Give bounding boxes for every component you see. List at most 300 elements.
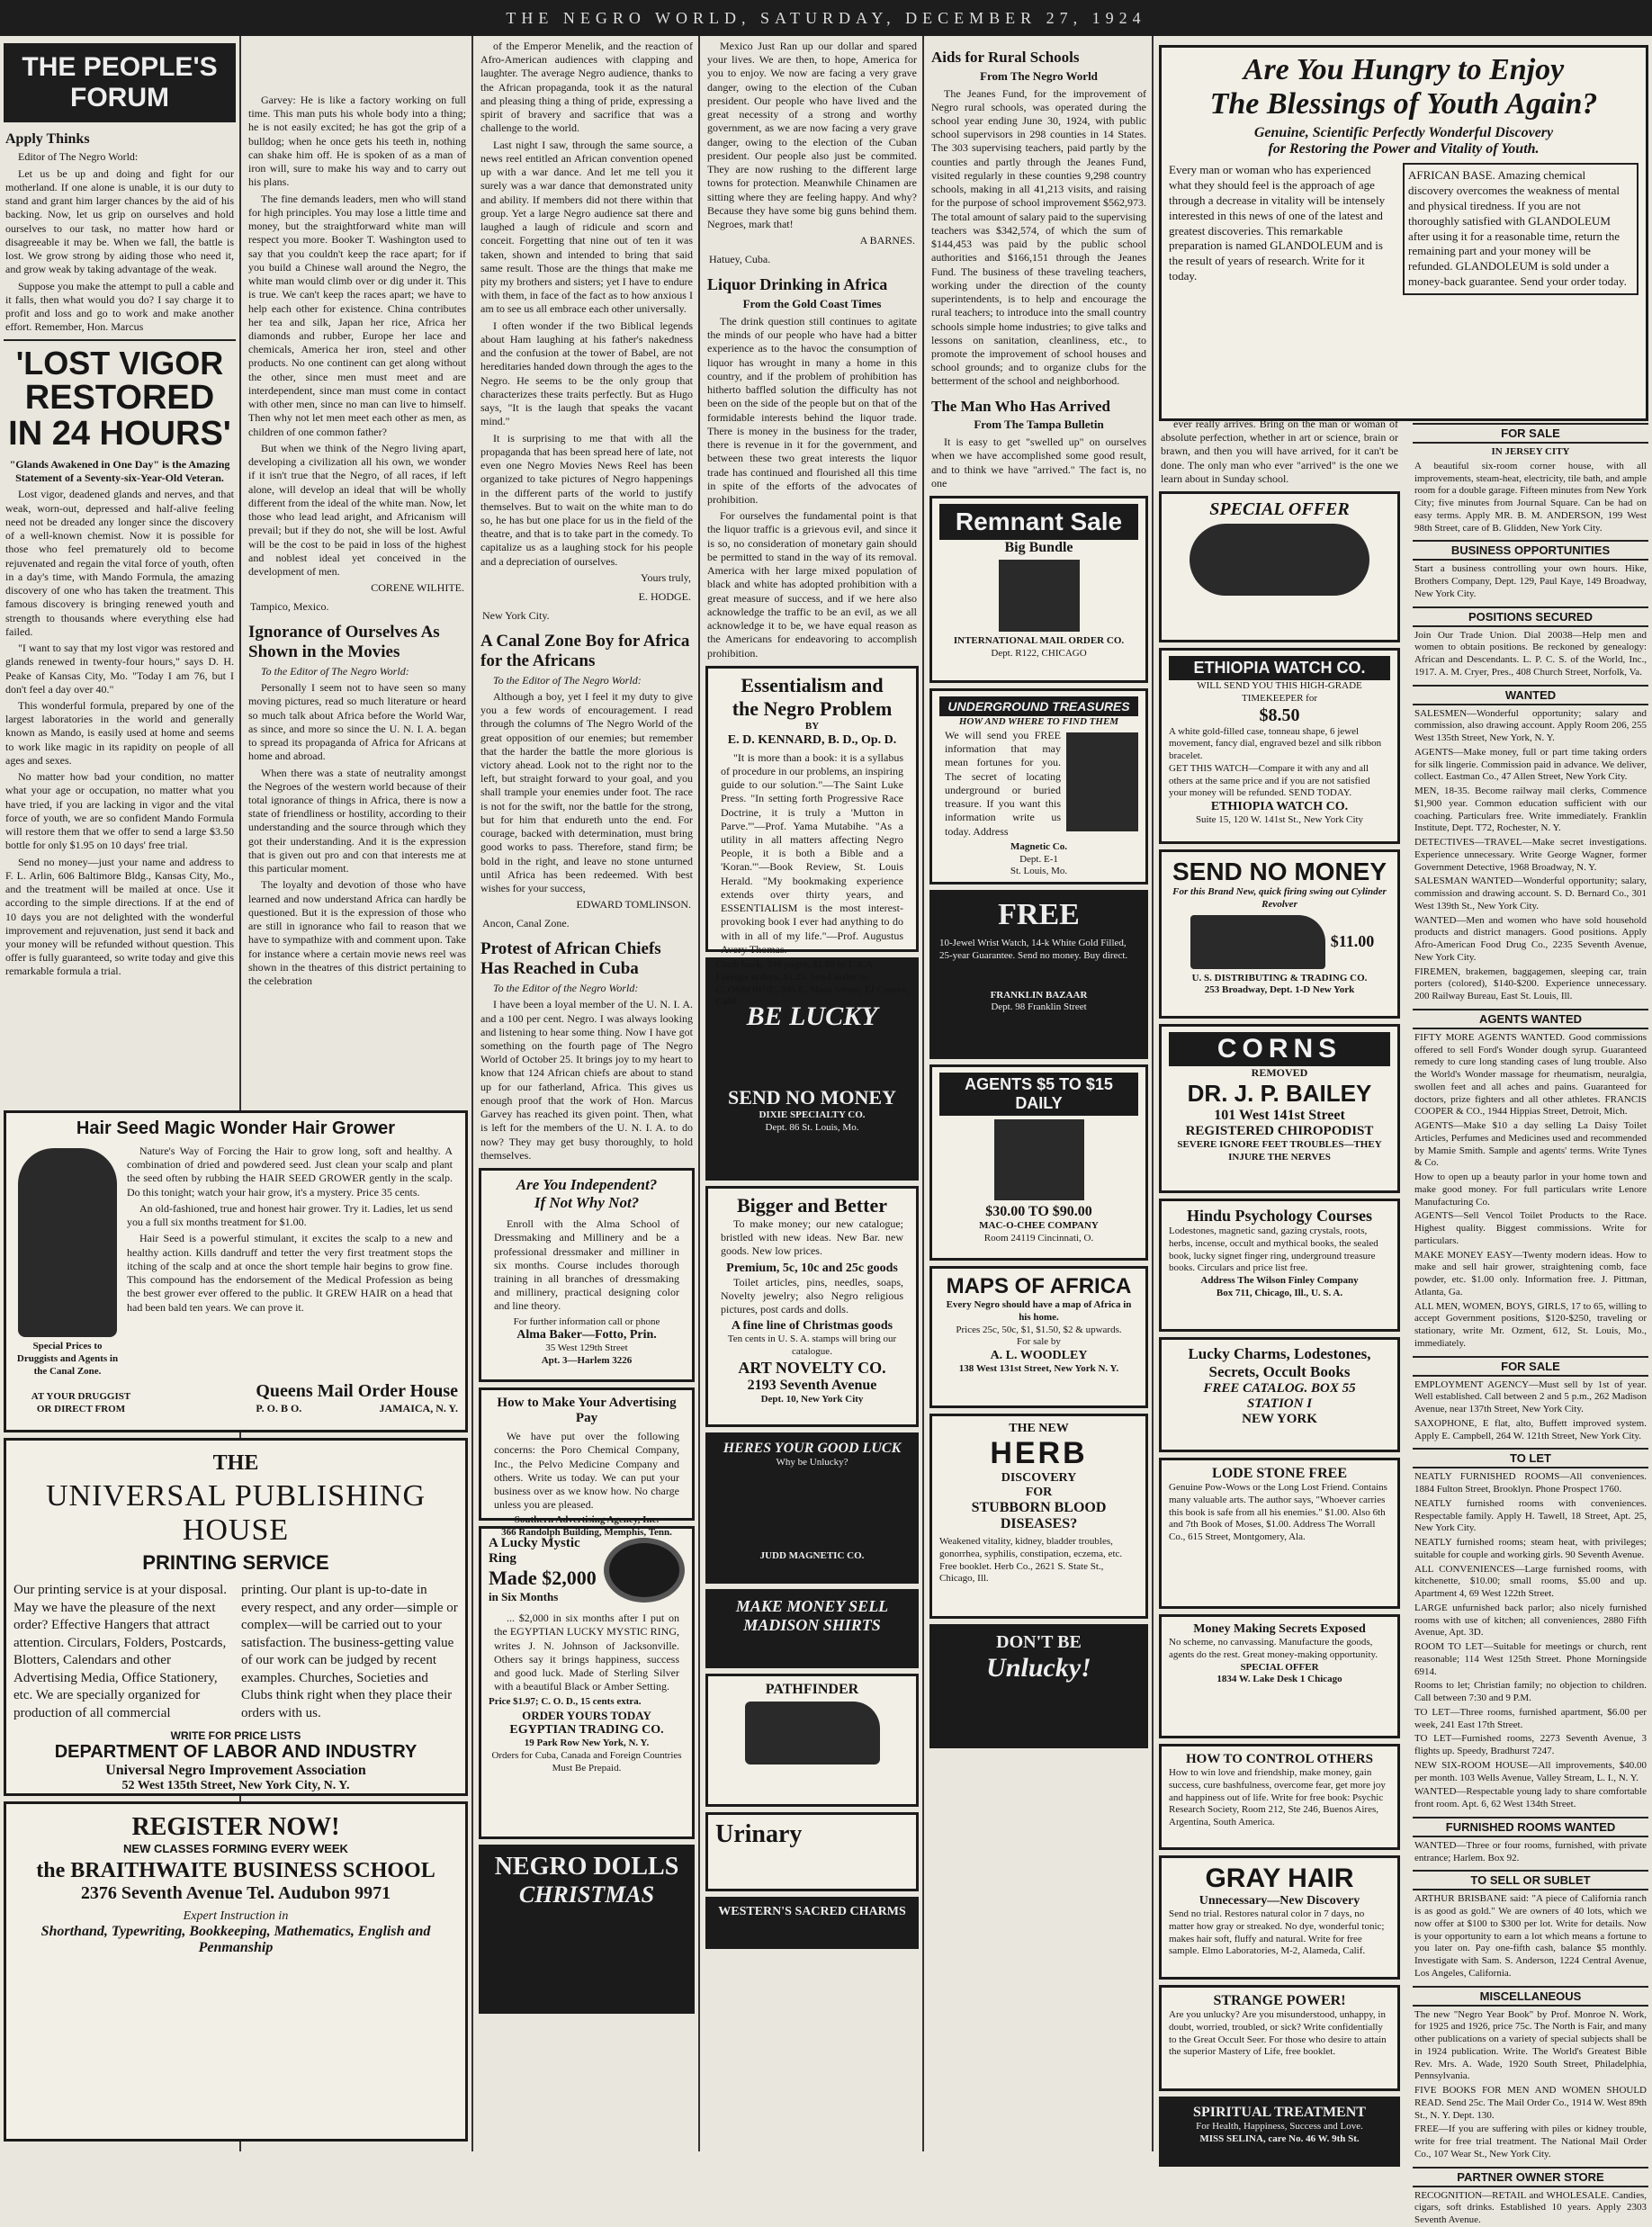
- ad-gray-hair: [1159, 1855, 1400, 1980]
- ad-title: Lucky Charms, Lodestones,: [1188, 1345, 1371, 1363]
- letter-paragraph: Although a boy, yet I feel it my duty to give you a few words of encouragement. I read through the columns of The Negro World of the great opposition of our enemies; but remember that the harder the battle the more glorious is victory ahead. Look not to the right nor to the left, but straight forward to your goal, and you shall trample your enemies under foot. The race is not for the swift, nor the battle for the strong, but for him that endureth unto the end. For courage, backed with determination, must bring good works to pass. Therefore, stand firm; be bold in the right, and leave no stone unturned until Africa has been redeemed. With best wishes for your success,: [480, 689, 693, 895]
- ad-sacred-charms: [705, 1897, 919, 1949]
- ad-company: EGYPTIAN TRADING CO.: [509, 1723, 664, 1738]
- ad-corns: [1159, 1024, 1400, 1193]
- woman-long-hair-image: [18, 1148, 117, 1337]
- ad-company: ETHIOPIA WATCH CO.: [1210, 800, 1349, 814]
- ad-hindu: [1159, 1199, 1400, 1332]
- ad-title: Money Making Secrets Exposed: [1193, 1622, 1366, 1637]
- ad-address: Room 24119 Cincinnati, O.: [983, 1232, 1094, 1244]
- column-rule: [471, 36, 473, 2151]
- ad-title: Essentialism and: [741, 673, 884, 696]
- column-5: [926, 40, 1152, 2151]
- ad-the: THE NEW: [1009, 1422, 1069, 1436]
- ad-subtitle: For Health, Happiness, Success and Love.: [1196, 2121, 1363, 2133]
- page-header: THE NEGRO WORLD, SATURDAY, DECEMBER 27, 1924: [0, 0, 1652, 36]
- ad-address: 101 West 141st Street: [1214, 1108, 1345, 1124]
- classified-ad: FIVE BOOKS FOR MEN AND WOMEN SHOULD READ. Send 25c. The Mail Order Co., 1914 W. West 89th St., N. Y. Dept. 130.: [1414, 2085, 1647, 2121]
- column-2: [243, 40, 471, 1101]
- classified-ad: FIREMEN, brakemen, baggagemen, sleeping car, train porters (colored), $140-$200. Experience unnecessary. 200 Railway Bureau, East St. Louis, Ill.: [1414, 965, 1647, 1001]
- ad-title: AGENTS $5 TO $15 DAILY: [939, 1073, 1138, 1116]
- ad-quotes: "It is more than a book: it is a syllabus of procedure in our problems, an inspiring guide to our solution."—The Saint Luke Press. "In setting forth Progressive Race Doctrine, it is truly a 'Mutton in Parve.'"—Prof. Yama Mutabihe. "As a utility in all matters affecting Negro People, it is both a Bible and a 'Koran.'"—Book Review, St. Louis Herald. "My bookmaking experience extends over thirty years, and ESSENTIALISM is the most interest-provoking book I ever had anything to do with in all of my life."—Prof. Augustus Avery Thomas.: [721, 750, 903, 956]
- ad-title: the Negro Problem: [732, 696, 893, 720]
- ad-paragraph: How to win love and friendship, make money, gain success, cure bashfulness, overcome fear, get more joy and happiness out of life. Write for free book: Psychic Research Society, Room 212, Ste 246, Buenos Aires, Argentina, South America.: [1169, 1767, 1386, 1828]
- ad-dept: DEPARTMENT OF LABOR AND INDUSTRY: [54, 1742, 417, 1762]
- ad-title: HERES YOUR GOOD LUCK: [723, 1440, 902, 1456]
- ad-independent: [479, 1168, 695, 1382]
- ad-name: Alma Baker—Fotto, Prin.: [516, 1328, 657, 1342]
- ad-title: How to Make Your Advertising Pay: [497, 1396, 677, 1426]
- column-1: [0, 40, 239, 1101]
- column-rule: [698, 36, 700, 2151]
- classified-ad: LARGE unfurnished back parlor; also nicely furnished rooms with use of kitchen; all conveniences, 2880 Fifth Avenue, Apt. 3D.: [1414, 1602, 1647, 1639]
- ad-paragraph: Our printing service is at your disposal. May we have the pleasure of the next order? Effective Hangers that attract attention. Circulars, Folders, Postcards, Blotters, Calendars and other Advertising Media, Office Stationery, etc. We are specially organized for production of all commercial: [13, 1583, 228, 1720]
- ad-price: $8.50: [1259, 705, 1300, 725]
- classified-ad: SALESMAN WANTED—Wonderful opportunity; salary, commission and drawing account. S. D. Bernard Co., 301 West 139th St., New York City.: [1414, 876, 1647, 911]
- column-4: [702, 40, 922, 2151]
- column-6-7-top: [1155, 40, 1652, 418]
- classified-ad: WANTED—Three or four rooms, furnished, with private entrance; Harlem. Box 92.: [1414, 1839, 1647, 1863]
- ad-company: FRANKLIN BAZAAR: [990, 989, 1088, 1001]
- article-paragraph: ever really arrives. Bring on the man or woman of absolute perfection, whether in art or science, brain or brawn, and then you will have arrived, for it can't be done. The only man who ever "arrived" is the one we learn about in Sunday school.: [1161, 418, 1398, 485]
- classified-ad: NEW SIX-ROOM HOUSE—All improvements, $40.00 per month. 103 Wells Avenue, Valley Stream, L. I., N. Y.: [1414, 1759, 1647, 1783]
- column-7-classifieds: [1409, 418, 1652, 2225]
- fabric-bundle-image: [999, 560, 1080, 632]
- ad-paragraph: Send no money—just your name and address to F. L. Arlin, 606 Baltimore Bldg., Kansas City, Mo., and the treatment will be mailed at once. Use it according to the simple directions. If at the end of 10 days you are not delighted with the wonderful improvement and rejuvenation, just send it back and your money will be refunded without question. This offer is fully guaranteed, so write today and give this remarkable formula a trial.: [5, 855, 234, 978]
- ad-note: Orders for Cuba, Canada and Foreign Countries Must Be Prepaid.: [491, 1749, 682, 1774]
- letter-salute: To the Editor of the Negro World:: [493, 982, 639, 995]
- ad-paragraph: No scheme, no canvassing. Manufacture the goods, agents do the rest. Great money-making opportunity.: [1169, 1637, 1378, 1660]
- ad-agents: [929, 1064, 1148, 1261]
- ad-address: 52 West 135th Street, New York City, N. Y.: [121, 1779, 350, 1792]
- ad-paragraph: Genuine Pow-Wows or the Long Lost Friend. Contains many valuable arts. The author says, "Whoever carries this book is safe from all his enemies." $1.00. Also 6th and 7th Book of Moses, $1.00. Address The Worrall Co., 615 Street, Montgomery, Ala.: [1169, 1482, 1387, 1543]
- letter-signature: CORENE WILHITE.: [371, 581, 464, 595]
- classified-ad: A beautiful six-room corner house, with all improvements, steam-heat, electricity, tile bath, and ample room for a double garage. Fifteen minutes from New York City; five minutes from Journal Square. Can be had on easy terms. Apply MR. B. M. ANDERSON, 199 West 98th Street, care of B. Glidden, New York City.: [1414, 460, 1647, 534]
- ad-headline: 'LOST VIGOR: [15, 345, 224, 382]
- article-paragraph: The drink question still continues to agitate the minds of our people who have had a bitter experience as to the havoc the consumption of liquor has wrought in many a home in this country, and if the problem of prohibition has hitherto baffled solution the difficulty has not been on the side of the people but on that of the formidable interests behind the liquor trade. There is money in the business for the trader, there is revenue in it for the government, and between these two great interests the liquor trade has continued and flourished all this time in spite of the efforts of the advocates of prohibition.: [707, 314, 917, 507]
- ad-essentialism: [705, 666, 919, 1008]
- classified-ad: How to open up a beauty parlor in your home town and make good money. For full particulars write Lenore Manufacturing Co.: [1414, 1172, 1647, 1208]
- letter-paragraph: Personally I seem not to have seen so many moving pictures, read so much literature or heard so much talk about Africa before the World War, as since, and more so since the U. N. I. A. began to spread its propaganda of Africa for Africans at home and abroad.: [248, 681, 466, 763]
- ad-company: ART NOVELTY CO.: [738, 1358, 886, 1377]
- letter-paragraph: When there was a state of neutrality amongst the Negroes of the western world because of their total ignorance of things in Africa, there is now a state of friendliness or hostility, according to their understanding and the source through which they got their understanding. And it is the expression that is given out pro and con that interests me at this particular moment.: [248, 766, 466, 876]
- ad-note: SEVERE IGNORE FEET TROUBLES—THEY INJURE THE NERVES: [1177, 1139, 1382, 1163]
- ad-text: Ten cents in U. S. A. stamps will bring our catalogue.: [727, 1334, 897, 1357]
- ad-urinary: [705, 1812, 919, 1891]
- classified-ad: NEATLY furnished rooms with conveniences. Respectable family. Apply H. Tawell, 18 Street, Apt. 25, New York City.: [1414, 1497, 1647, 1534]
- classified-ad: WANTED—Respectable young lady to share comfortable front room. Apt. 6, 62 West 134th Street.: [1414, 1786, 1647, 1809]
- ad-paragraph: We have put over the following concerns: the Poro Chemical Company, Inc., the Pelvo Medicine Company and others. Write us today. We can put your business over as we know how. No charge unless you are pleased.: [494, 1430, 679, 1512]
- classified-ad: FREE—If you are suffering with piles or kidney trouble, write for free trial treatment. The National Mail Order Co., 107 Wear St., New York City.: [1414, 2124, 1647, 2160]
- letter-place: Hatuey, Cuba.: [709, 253, 771, 266]
- letter-paragraph: The fine demands leaders, men who will stand for high principles. You may lose a little time and money, but the straightforward white man will respect you more. Booker T. Washington used to say that you couldn't keep the race apart; for if you build a Chinese wall around the Negro, the white man would climb over or dig under it. This is true. We can't keep the races apart; we have to help each other for existence. China contributes her tea and silk, Japan her rice, Africa her diamonds and rubber, Europe her lace and chemicals, America her iron, steel and other products. No one continent can get along without the other, since men must meet and are interdependent, since man must come in contact with other men, since no man can live to himself. Then why not let men meet each other as men, as children of one common father?: [248, 192, 466, 438]
- letter-paragraph: Last night I saw, through the same source, a news reel entitled an African convention opened up with a war dance. And let me tell you it surely was a war dance that demonstrated unity and ability. If members did not there within that group. Yet a large Negro audience sat there and laughed a laugh of ridicule and scorn and conceit. Forgetting that nine out of ten it was taken, shown and intended to bring that said same result. Those are the things that make me pity my brothers and sisters; yet I have to endure with them, in face of the fact as to how anxious I am to see us all embrace each other universally.: [480, 138, 693, 316]
- ad-paragraph: printing. Our plant is up-to-date in every respect, and any order—simple or complex—will be carried out to your satisfaction. The business-getting value of our work can be judged by recent examples. Churches, Societies and Clubs think right when they place their orders with us.: [241, 1583, 458, 1720]
- ad-title: If Not Why Not?: [534, 1194, 640, 1212]
- ad-subtitle: REMOVED: [1251, 1066, 1308, 1080]
- classified-ad: ARTHUR BRISBANE said: "A piece of California ranch is as good as gold." We are owners of 40 lots, which we now offer at $100 to $300 per lot. Write for details. Now is your opportunity to earn a lot which means a fortune to you later on. Pay one-fifth cash, balance $5 monthly. Investigate with Sam. S. Anderson, 1224 Central Avenue, Los Angeles, California.: [1414, 1893, 1647, 1979]
- ad-subjects: Shorthand, Typewriting, Bookkeeping, Mathematics, English and Penmanship: [40, 1924, 431, 1955]
- ad-special-offer: [1159, 491, 1400, 642]
- ad-strange-power: [1159, 1985, 1400, 2091]
- classified-ad: MEN, 18-35. Become railway mail clerks, Commence $1,900 year. Common education sufficient with our coaching. Particulars free. Write immediately. Franklin Institute, Dept. T72, Rochester, N. Y.: [1414, 786, 1647, 834]
- ad-paragraph: "I want to say that my lost vigor was restored and glands renewed in twenty-four hours," says D. H. Peake of Kansas City, Mo. "Today I am 76, but I don't feel a day over 40.": [5, 642, 234, 696]
- ad-address: 2193 Seventh Avenue: [747, 1377, 877, 1393]
- ad-title: MAKE MONEY SELL MADISON SHIRTS: [735, 1596, 889, 1634]
- ad-title: The Blessings of Youth Again?: [1209, 87, 1598, 121]
- ad-send-no-money: [1159, 849, 1400, 1019]
- classified-ad: FIFTY MORE AGENTS WANTED. Good commissions offered to sell Ford's Wonder dough syrup. Guaranteed remedy to cure long standing cases of lung trouble. Also the World's Wonder massage for rheumatism, neuralgia, swollen feet and all aches and pains. Guaranteed for doctors, prize fighters and all other athletes. FRANCIS COOPER & CO., 1944 Hippias Street, Detroit, Mich.: [1414, 1031, 1647, 1118]
- column-rule: [1152, 36, 1154, 2151]
- classified-list: [1409, 423, 1652, 2227]
- masthead: THE PEOPLE'S FORUM: [4, 43, 236, 122]
- ad-premium: Premium, 5c, 10c and 25c goods: [726, 1261, 898, 1275]
- ad-register: [4, 1801, 468, 2142]
- ad-subtitle: DISCOVERY: [1001, 1471, 1077, 1486]
- ad-title: Bigger and Better: [736, 1193, 887, 1217]
- ad-send: SEND NO MONEY: [727, 1085, 896, 1109]
- column-rule: [922, 36, 924, 2151]
- letter-signature: Yours truly,: [640, 570, 691, 584]
- ad-subtitle: For this Brand New, quick firing swing out Cylinder Revolver: [1172, 886, 1387, 910]
- ad-subtitle: Unnecessary—New Discovery: [1199, 1894, 1360, 1908]
- ad-address: 138 West 131st Street, New York N. Y.: [958, 1363, 1119, 1375]
- ad-paragraph: No matter how bad your condition, no matter what your age or occupation, no matter what you have tried, if you are lacking in vigor and the vital force of youth, we are so confident Mando Formula will restore them that we offer to send a large $3.50 bottle for only $1.95 on 10 days' free trial.: [5, 770, 234, 852]
- letter-paragraph: I have been a loyal member of the U. N. I. A. and a 100 per cent. Negro. I was always looking and listening to hear some thing. Now I have got something on the fourth page of The Negro World of October 25. It brings joy to my heart to know that 124 African chiefs are about to stand up for our fatherland, Africa. This gives us enough proof that the work of Hon. Marcus Garvey has reached its given point. Then, what is left for the members of the U. N. I. A. to do now? They may get busy thoroughly, to hold themselves.: [480, 998, 693, 1162]
- letter-paragraph: Garvey: He is like a factory working on full time. This man puts his whole body into a thing; he is not easily excited; he has got the grip of a bulldog; when he once gets his teeth in, nothing can shake him off. He is spoken of as a man of iron will, sure to make his way and to carry out his plans.: [248, 94, 466, 189]
- letter-paragraph: But when we think of the Negro living apart, developing a civilization all his own, we wonder if it isn't true that the Negro, of all races, if left alone, will develop an ideal that will be wholly different from the ideal of the white man. Now, let those who lead lead aright, and Africanism will prevail; but if they do not, she will be lost. Awful will be the cost to be paid in loss of the highest and noblest ideal yet conceived in the development of men.: [248, 441, 466, 578]
- ad-title: A Lucky Mystic Ring: [489, 1536, 580, 1567]
- classified-ad: SALESMEN—Wonderful opportunity; salary and commission, also drawing account. Apply Room 206, 255 West 135th Street, New York, N. Y.: [1414, 707, 1647, 743]
- classified-heading: FOR SALE: [1413, 1356, 1648, 1377]
- ad-by: BY: [804, 720, 820, 732]
- classified-ad: EMPLOYMENT AGENCY—Must sell by 1st of year. Well established. Call between 2 and 5 p.m., 262 Madison Avenue, near 137th Street, New York City.: [1414, 1378, 1647, 1414]
- classified-ad: ROOM TO LET—Suitable for meetings or church, rent reasonable; 114 West 125th Street. Phone Morningside 6914.: [1414, 1641, 1647, 1677]
- ad-youth: [1159, 45, 1648, 421]
- ad-paragraph: We will send you FREE information that may mean fortunes for you. The secret of locating underground or buried treasure. If you want this information write us today. Address: [945, 728, 1061, 838]
- ad-herb: [929, 1414, 1148, 1619]
- classified-ad: AGENTS—Make money, full or part time taking orders for silk lingerie. Commission paid in advance. We deliver, collect. Eastman Co., 47 Allen Street, New York City.: [1414, 746, 1647, 783]
- ad-title: HERB: [990, 1436, 1088, 1471]
- ad-city: St. Louis, Mo.: [1010, 866, 1068, 877]
- ad-the: THE: [212, 1451, 259, 1475]
- ad-order: ORDER YOURS TODAY: [522, 1709, 651, 1723]
- ad-address: Dept. E-1: [1019, 853, 1058, 865]
- letter-title: Protest of African Chiefs Has Reached in Cuba: [480, 939, 661, 979]
- article-paragraph: For ourselves the fundamental point is that the liquor traffic is a grievous evil, and since it is so, no consideration of monetary gain should be permitted to stand in the way of its removal. America with her large mixed population of black and white has adopted prohibition with a great measure of success, and if we here also acknowledge the traffic to be an evil, as we all acknowledge it to be, we have equal reason as the Americans for endeavoring to accomplish prohibition.: [707, 509, 917, 660]
- classified-ad: ALL CONVENIENCES—Large furnished rooms, with kitchenette, $10.00; small rooms, $5.00 and up. Apartment 4, 69 West 122th Street.: [1414, 1563, 1647, 1599]
- ad-maps-africa: [929, 1266, 1148, 1408]
- ad-text: OR DIRECT FROM: [36, 1403, 126, 1414]
- classified-ad: NEATLY furnished rooms; steam heat, with privileges; suitable for couple and working girls. 90 Seventh Avenue.: [1414, 1537, 1647, 1560]
- column-1-2-ads: [0, 1105, 471, 2151]
- letter-place: Ancon, Canal Zone.: [482, 917, 570, 930]
- letter-salute: To the Editor of The Negro World:: [261, 664, 409, 678]
- ad-title: UNDERGROUND TREASURES: [939, 696, 1138, 716]
- ad-remnant-sale: [929, 496, 1148, 683]
- ad-address: 1834 W. Lake Desk 1 Chicago: [1217, 1674, 1342, 1685]
- ad-text: AT YOUR DRUGGIST: [31, 1390, 131, 1402]
- ad-text: For sale by: [1017, 1336, 1061, 1348]
- letter-paragraph: Let us be up and doing and fight for our motherland. If one alone is unable, it is our duty to stand and grant him larger chances by the aid of his backing. Now, let us grip on ourselves and hold ourselves to our task, no matter how hard or disagreeable it may be. When we fall, the battle is lost. We grow strong by aiding those who need it, and grow weak by taking advantage of the weak.: [5, 166, 234, 276]
- ad-title: GRAY HAIR: [1205, 1863, 1354, 1894]
- dowsing-rod-image: [1066, 732, 1138, 831]
- revolver-image: [745, 1702, 880, 1765]
- ad-title: REGISTER NOW!: [131, 1813, 340, 1841]
- article-source: From The Negro World: [980, 68, 1098, 83]
- ad-title: STRANGE POWER!: [1213, 1993, 1346, 2009]
- letter-paragraph: The loyalty and devotion of those who have learned and now understand Africa can hardly be questioned. But it is the expression of those who are still in ignorance who fail to reason that we have to sympathize with and comment upon. Take for instance where a certain movie news reel was shown in the theatres of this district pertaining to the celebration: [248, 878, 466, 988]
- ad-paragraph: Toilet articles, pins, needles, soaps, Novelty jewelry; also Negro religious pictures, post cards and dolls.: [721, 1275, 903, 1316]
- ad-paragraph: A white gold-filled case, tonneau shape, 6 jewel movement, fancy dial, engraved bezel and silk ribbon bracelet.: [1169, 725, 1382, 762]
- classified-heading: FURNISHED ROOMS WANTED: [1413, 1817, 1648, 1837]
- classified-ad: SAXOPHONE, E flat, alto, Buffett improved system. Apply E. Campbell, 264 W. 121th Street, New York City.: [1414, 1417, 1647, 1441]
- ad-prices: Prices 25c, 50c, $1, $1.50, $2 & upwards.: [956, 1324, 1122, 1335]
- ad-pathfinder: [705, 1674, 919, 1807]
- ad-subtitle: WILL SEND YOU THIS HIGH-GRADE TIMEKEEPER for: [1197, 680, 1362, 704]
- ad-good-luck: [705, 1432, 919, 1584]
- ad-dept: Dept. 10, New York City: [760, 1393, 864, 1405]
- ad-diseases: DISEASES?: [1000, 1516, 1078, 1532]
- ad-xmas: A fine line of Christmas goods: [731, 1319, 893, 1334]
- ad-title: MAPS OF AFRICA: [946, 1274, 1132, 1299]
- ad-title: Secrets, Occult Books: [1208, 1363, 1351, 1381]
- ad-city: NEW YORK: [1242, 1412, 1317, 1427]
- ad-headline: IN 24 HOURS': [8, 415, 231, 453]
- ad-company: Magnetic Co.: [1010, 840, 1067, 852]
- ad-made: Made $2,000: [489, 1567, 597, 1590]
- classified-ad: AGENTS—Make $10 a day selling La Daisy Toilet Articles, Perfumes and Medicines used and recommended by Mamie Smith. Sample and agents' terms. Write Tynes & Co.: [1414, 1120, 1647, 1169]
- classified-heading: FOR SALE: [1413, 423, 1648, 444]
- letter-title: Apply Thinks: [5, 131, 90, 147]
- ad-price: Price $1.97; C. O. D., 15 cents extra.: [489, 1696, 642, 1708]
- ad-title: Hindu Psychology Courses: [1186, 1207, 1373, 1226]
- ad-paragraph: Lodestones, magnetic sand, gazing crystals, roots, herbs, incense, occult and mythical books, the sealed book, lucky signet finger ring, underground treasure books. Circulars and price list free.: [1169, 1226, 1378, 1274]
- ad-title: Urinary: [715, 1819, 803, 1848]
- ad-for: FOR: [1025, 1486, 1053, 1500]
- ad-paragraph: GET THIS WATCH—Compare it with any and all others at the same price and if you are not satisfied your money will be refunded. SEND TODAY.: [1169, 762, 1370, 799]
- letter-salute: To the Editor of The Negro World:: [493, 673, 642, 687]
- ad-name: A. L. WOODLEY: [990, 1349, 1088, 1363]
- ad-title: WESTERN'S SACRED CHARMS: [718, 1904, 906, 1918]
- classified-ad: Join Our Trade Union. Dial 20038—Help men and women to obtain positions. Be reckoned by genealogy: African and Descendants. L. P. C. S. of the World, Inc., 1917. A. M. Cryer, Pres., 408 Church Street, Norfolk, Va.: [1414, 629, 1647, 678]
- ad-subtitle: Big Bundle: [1004, 540, 1073, 556]
- ad-months: in Six Months: [489, 1590, 559, 1604]
- ad-assoc: Universal Negro Improvement Association: [105, 1763, 366, 1778]
- classified-ad: MAKE MONEY EASY—Twenty modern ideas. How to make and sell hair grower, straightening comb, face powder, etc. $1.00 only. Information free. J. Pittman, Atlanta, Ga.: [1414, 1249, 1647, 1298]
- ad-company: INTERNATIONAL MAIL ORDER CO.: [953, 635, 1125, 647]
- classified-ad: TO LET—Furnished rooms, 2273 Seventh Avenue, 3 flights up. Speedy, Bradhurst 7247.: [1414, 1733, 1647, 1756]
- ad-paragraph: Every man or woman who has experienced what they should feel is the approach of age through a decrease in vitality will be intensely interested in this news of one of the latest and greatest discoveries. This remarkable preparation is named GLANDOLEUM and is the result of years of research. Write for it today.: [1169, 163, 1386, 283]
- ad-question: Why be Unlucky?: [776, 1456, 848, 1468]
- classified-ad: RECOGNITION—RETAIL and WHOLESALE. Candies, cigars, soft drinks. Established 10 years. Apply 2303 Seventh Avenue.: [1414, 2189, 1647, 2225]
- ad-stubborn: STUBBORN BLOOD: [971, 1500, 1107, 1516]
- ad-title: HOW TO CONTROL OTHERS: [1186, 1752, 1373, 1767]
- ad-subtitle: Unlucky!: [986, 1653, 1091, 1684]
- ad-title: SPECIAL OFFER: [1209, 499, 1350, 520]
- ad-paragraph: ... $2,000 in six months after I put on the EGYPTIAN LUCKY MYSTIC RING, writes J. N. Johnson of Jacksonville. Others say it brings happiness, success and good luck. Made of Sterling Silver with a beautiful Black or Amber Setting.: [494, 1612, 679, 1693]
- ad-school: the BRAITHWAITE BUSINESS SCHOOL: [36, 1859, 435, 1882]
- ad-lode-stone: [1159, 1458, 1400, 1609]
- ad-text: For further information call or phone: [513, 1316, 660, 1327]
- ad-universal-publishing: [4, 1438, 468, 1796]
- classified-heading: TO LET: [1413, 1448, 1648, 1468]
- ad-dont-be-unlucky: [929, 1624, 1148, 1748]
- letter-paragraph: of the Emperor Menelik, and the reaction of Afro-American audiences with clapping and laughter. The average Negro audience, thanks to the African propaganda, took it as the natural and pleasing thing a thing of pride, expressing a spirit of bravery and sacrifice that was a challenge to the world.: [480, 40, 693, 135]
- ad-title: DON'T BE: [996, 1632, 1082, 1653]
- ad-subtitle: for Restoring the Power and Vitality of Youth.: [1268, 141, 1540, 157]
- ad-title: CORNS: [1169, 1032, 1390, 1066]
- ad-apt: Apt. 3—Harlem 3226: [541, 1355, 633, 1367]
- ad-title: PATHFINDER: [765, 1681, 859, 1697]
- ad-subhead: "Glands Awakened in One Day" is the Amazing Statement of a Seventy-six-Year-Old Veteran.: [9, 458, 230, 485]
- ad-address: Dept. 86 St. Louis, Mo.: [765, 1121, 859, 1133]
- classified-heading: TO SELL OR SUBLET: [1413, 1870, 1648, 1890]
- ad-agency: Southern Advertising Agency, Inc.: [514, 1514, 660, 1526]
- ad-headline: RESTORED: [24, 379, 215, 418]
- ad-title: Are You Hungry to Enjoy: [1243, 53, 1565, 86]
- letter-paragraph: I often wonder if the two Biblical legends about Ham laughing at his father's nakedness and the confusion at the tower of Babel, are not hereditaries handed down through the ages to the Negro. He seems to be the only group that characterizes these traits perfectly. But as Hugo says, "It is the laugh that speaks the vacant mind.": [480, 319, 693, 428]
- ad-address: C. OSBORNE, 305 E. Main Street, El Centro, Calif.: [715, 983, 909, 1008]
- ad-name: DR. J. P. BAILEY: [1187, 1080, 1372, 1108]
- letter-title: Ignorance of Ourselves As Shown in the Movies: [248, 623, 440, 662]
- article-source: From the Gold Coast Times: [742, 296, 882, 310]
- ad-paragraph: An old-fashioned, true and honest hair grower. Try it. Ladies, let us send you a full six months treatment for $1.00.: [127, 1201, 453, 1229]
- ad-title: NEGRO DOLLS: [494, 1853, 679, 1881]
- ad-author: E. D. KENNARD, B. D., Op. D.: [727, 732, 897, 747]
- ad-advertising: [479, 1387, 695, 1539]
- classified-subheading: IN JERSEY CITY: [1491, 446, 1570, 457]
- letter-paragraph: Editor of The Negro World:: [18, 150, 139, 164]
- ad-address: 19 Park Row New York, N. Y.: [524, 1738, 650, 1749]
- ring-image: [604, 1538, 685, 1603]
- ad-paragraph: 10-Jewel Wrist Watch, 14-k White Gold Filled, 25-year Guarantee. Send no money. Buy direct.: [939, 938, 1128, 961]
- ad-company: Queens Mail Order House: [256, 1381, 458, 1402]
- letter-signature: A BARNES.: [859, 234, 915, 247]
- ad-station: STATION I: [1246, 1396, 1313, 1412]
- classified-ad: ALL MEN, WOMEN, BOYS, GIRLS, 17 to 65, willing to accept Government positions, $120-$250, traveling or stationary, write Mr. Ozment, 612, St. Louis, Mo., immediately.: [1414, 1300, 1647, 1349]
- ad-subtitle: Genuine, Scientific Perfectly Wonderful Discovery: [1253, 125, 1554, 140]
- article-title: Aids for Rural Schools: [931, 49, 1080, 66]
- ad-paragraph: To make money; our new catalogue; bristled with new ideas. New Bar. new goods. New low prices.: [721, 1217, 903, 1258]
- ad-paragraph: Send no trial. Restores natural color in 7 days, no matter how gray or streaked. No dye, wonderful tonic; makes hair soft, fluffy and natural. Write for free sample. Elmo Laboratories, M-2, Alameda, Calif.: [1169, 1908, 1385, 1957]
- letter-signature: EDWARD TOMLINSON.: [576, 898, 691, 911]
- ad-title: ETHIOPIA WATCH CO.: [1169, 656, 1390, 680]
- stove-image: [994, 1119, 1084, 1200]
- ad-paragraph: Weakened vitality, kidney, bladder troubles, gonorrhea, syphilis, constipation, eczema, etc. Free booklet. Herb Co., 2621 S. State St., Chicago, Ill.: [939, 1536, 1123, 1585]
- ad-company: MAC-O-CHEE COMPANY: [979, 1220, 1099, 1232]
- ad-address: Dept. 98 Franklin Street: [991, 1001, 1087, 1013]
- ad-price: $30.00 TO $90.00: [985, 1204, 1092, 1220]
- ad-title: Remnant Sale: [939, 504, 1138, 540]
- ad-address: Dept. R122, CHICAGO: [991, 647, 1087, 659]
- ad-box: Box 711, Chicago, Ill., U. S. A.: [1216, 1287, 1343, 1298]
- ad-title: BE LUCKY: [746, 1001, 878, 1031]
- ad-control-others: [1159, 1744, 1400, 1850]
- ad-company: U. S. DISTRIBUTING & TRADING CO.: [1191, 972, 1368, 983]
- ad-paragraph: AFRICAN BASE. Amazing chemical discovery overcomes the weakness of mental and physical tiredness. If you are not thoroughly satisfied with GLANDOLEUM after using it for a reasonable time, return the remaining part and your money will be refunded. GLANDOLEUM is sold under a money-back guarantee. Send your order today.: [1403, 163, 1639, 295]
- ad-price: $11.00: [1330, 932, 1375, 951]
- ad-text: WRITE FOR PRICE LISTS: [170, 1729, 301, 1742]
- ad-title: FREE: [998, 898, 1080, 932]
- letter-place: New York City.: [482, 608, 550, 622]
- ad-title: UNIVERSAL PUBLISHING HOUSE: [45, 1479, 426, 1547]
- column-3: [475, 40, 698, 2151]
- ad-subtitle: Every Negro should have a map of Africa in his home.: [946, 1299, 1132, 1323]
- ad-title: Hair Seed Magic Wonder Hair Grower: [76, 1118, 396, 1138]
- ad-mystic-ring: [479, 1526, 695, 1839]
- ad-address: 2376 Seventh Avenue Tel. Audubon 9971: [80, 1883, 391, 1903]
- classified-heading: WANTED: [1413, 685, 1648, 705]
- ad-paragraph: Enroll with the Alma School of Dressmaking and Millinery and be a professional dressmaker and milliner in six months. Course includes thorough training in all branches of dressmaking and millinery, practical designing color and line theory.: [494, 1217, 679, 1313]
- ad-madison-shirts: [705, 1589, 919, 1668]
- classified-heading: POSITIONS SECURED: [1413, 606, 1648, 627]
- ad-underground-treasures: [929, 688, 1148, 885]
- ad-free: FREE CATALOG. BOX 55: [1203, 1381, 1356, 1396]
- ad-paragraph: Nature's Way of Forcing the Hair to grow long, soft and healthy. A combination of dried and powdered seed. Just clean your scalp and plant the seed often by rubbing the HAIR SEED GROWER gently in the scalp. Do this tonight; watch your hair grow, it's a mystery. Price 35 cents.: [127, 1145, 453, 1199]
- article-paragraph: It is easy to get "swelled up" on ourselves when we have accomplished some good result, and to think we have "arrived." The fact is, no one: [931, 436, 1146, 489]
- revolver-image: [1190, 915, 1325, 969]
- ad-paragraph: Are you unlucky? Are you misunderstood, unhappy, in doubt, worried, troubled, or sick? Write confidentially to the Great Occult Seer. For those who desire to attain the superior Mastery of Life, free booklet.: [1169, 2009, 1387, 2058]
- classified-ad: Rooms to let; Christian family; no objection to children. Call between 7:30 and 9 P.M.: [1414, 1680, 1647, 1703]
- ad-title: SEND NO MONEY: [1172, 858, 1387, 886]
- ad-free-watch: [929, 890, 1148, 1059]
- classified-heading: AGENTS WANTED: [1413, 1009, 1648, 1029]
- ad-subtitle: PRINTING SERVICE: [142, 1551, 329, 1574]
- letter-paragraph: Suppose you make the attempt to pull a cable and it falls, then what would you do? I say charge it to profit and loss and go to work and make another effort. Remember, Hon. Marcus: [5, 279, 234, 334]
- ad-lucky-charms: [1159, 1337, 1400, 1452]
- letter-paragraph: Mexico Just Ran up our dollar and spared your lives. We are then, to hope, America for you to enjoy. We now are facing a very grave danger, owing to the election of the Cuban president. Our people who have lived and the great necessity of a strong and worthy government, as we are now facing a very grave danger, owing to the election of the Cuban president. Our people also just be commited. They are now rushing to the different large towns for protection. Meanwhile Chinamen are sitting where they are feeling happy. And why? Because they have some big guns behind them. Negroes, mark that!: [707, 40, 917, 231]
- divider: [4, 339, 236, 341]
- column-6: [1155, 418, 1404, 2151]
- article-source: From The Tampa Bulletin: [974, 418, 1104, 432]
- classified-ad: DETECTIVES—TRAVEL—Make secret investigations. Experience unnecessary. Write George Wagner, former Government Detective, 1968 Broadway, N. Y.: [1414, 837, 1647, 873]
- article-paragraph: The Jeanes Fund, for the improvement of Negro rural schools, was operated during the school year ending June 30, 1924, with public school supervisors in 298 counties in 14 States. The 303 supervising teachers, paid partly by the counties and partly through the Jeanes Fund, visited regularly in these counties 9,298 country schools, making in all 41,213 visits, and raising for the purpose of school improvement $562,973. The total amount of salary paid to the supervising teachers was $342,574, of which the sum of $144,453 was paid by the public school authorities and $166,151 through the Jeanes Fund. The business of these traveling teachers, working under the direction of the county superintendents, is to help and encourage the rural teachers; to introduce into the small country schools simple home industries; to give talks and lessons on sanitation, cleanliness, etc., to promote the improvement of school houses and school grounds; and to organize clubs for the betterment of the school and neighborhood.: [931, 86, 1146, 388]
- ad-company: JUDD MAGNETIC CO.: [759, 1549, 865, 1561]
- classified-heading: PARTNER OWNER STORE: [1413, 2167, 1648, 2187]
- ad-money-secrets: [1159, 1614, 1400, 1738]
- ad-title: Are You Independent?: [516, 1176, 658, 1194]
- ad-special: SPECIAL OFFER: [1240, 1661, 1319, 1673]
- ad-ethiopia-watch: [1159, 648, 1400, 844]
- article-title: The Man Who Has Arrived: [931, 397, 1110, 415]
- classified-heading: BUSINESS OPPORTUNITIES: [1413, 540, 1648, 561]
- classified-ad: Start a business controlling your own hours. Hike, Brothers Company, Dept. 129, Paul Kaye, 149 Broadway, New York City.: [1414, 563, 1647, 599]
- letter-place: Tampico, Mexico.: [250, 600, 329, 614]
- ad-caption: Special Prices to Druggists and Agents in the Canal Zone.: [16, 1341, 119, 1377]
- classified-ad: WANTED—Men and women who have sold household products and district managers. Good positions. Apply Afro-American Food Drug Co., 2235 Seventh Avenue, New York City.: [1414, 914, 1647, 963]
- ad-title: LODE STONE FREE: [1212, 1466, 1347, 1482]
- article-title: Liquor Drinking in Africa: [707, 275, 888, 294]
- ad-negro-dolls: [479, 1845, 695, 2014]
- ad-paragraph: Hair Seed is a powerful stimulant, it excites the scalp to a new and healthy action. Kills dandruff and tetter the very first treatment stops the itching of the scalp and at once the short temple hair begins to grow fine. This compound has the endorsement of the Medical Profession as being the best grower ever offered to the public. It GREW HAIR on a head that had been bald ten years. We can prove it.: [127, 1232, 453, 1314]
- ad-address: Address The Wilson Finley Company: [1200, 1275, 1359, 1287]
- classified-ad: AGENTS—Sell Vencol Toilet Products to the Race. Highest quality. Biggest commissions. Write for particulars.: [1414, 1210, 1647, 1246]
- ad-address: 253 Broadway, Dept. 1-D New York: [1204, 984, 1355, 996]
- ad-title: SPIRITUAL TREATMENT: [1193, 2105, 1366, 2121]
- ad-subtitle: HOW AND WHERE TO FIND THEM: [958, 716, 1119, 728]
- classified-heading: MISCELLANEOUS: [1413, 1986, 1648, 2007]
- letter-paragraph: It is surprising to me that with all the propaganda that has been spread here of late, not even one Negro Movies News Reel has been organized to take pictures of Negro happenings in the different parts of the world to justify themselves. But to wait on the white man to do so, he has but one place for us in the field of the theatre, and that is to take part in the comedy. To capitalize us as a laughing stock for his people and a depreciation of ourselves.: [480, 431, 693, 568]
- ad-subtitle: NEW CLASSES FORMING EVERY WEEK: [123, 1842, 348, 1855]
- ad-subtitle: CHRISTMAS: [518, 1881, 655, 1908]
- classified-ad: NEATLY FURNISHED ROOMS—All conveniences. 1884 Fulton Street, Brooklyn. Phone Prospect 1760.: [1414, 1471, 1647, 1495]
- ad-paragraph: Lost vigor, deadened glands and nerves, and that weak, worn-out, depressed and half-alive feeling need not be dreaded any longer since the discovery of a well-known chemist. Now it is possible for those who feel prematurely old to become rejuvenated and regain the vital force of youth, often in a day's time, with Mando Formula, the amazing discovery of one who has taken the treatment. This famous discovery is bringing renewed youth and strength to thousands where everything else had failed.: [5, 488, 234, 638]
- ad-price: Cloth back, 340 pages, $1.00 in U.S.A. Foreign orders, $1.25. Send order to: [715, 959, 875, 983]
- ad-address: MISS SELINA, care No. 46 W. 9th St.: [1199, 2133, 1360, 2144]
- ad-reg: REGISTERED CHIROPODIST: [1185, 1124, 1374, 1139]
- ad-address: 35 West 129th Street: [545, 1342, 628, 1354]
